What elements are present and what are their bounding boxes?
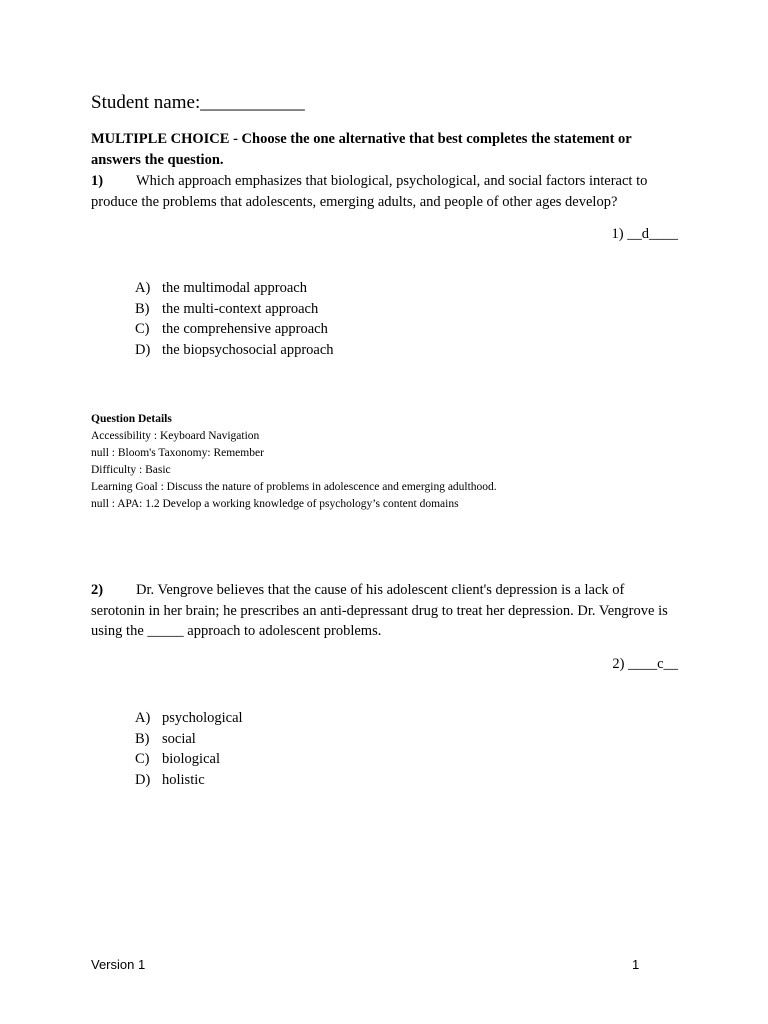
question-text: Dr. Vengrove believes that the cause of his adolescent client's depression is a lack of serotonin in her brain; he prescribes an anti-depressant drug to treat her depression. Dr. Vengrove is using the _____ approach to adolescent problems.: [91, 582, 668, 639]
option-letter: A): [135, 280, 151, 296]
answer-line-2: 2) ____c__: [612, 656, 678, 672]
options-list-1: [135, 278, 334, 360]
option-text: the biopsychosocial approach: [162, 341, 334, 358]
question-detail-line: Accessibility : Keyboard Navigation: [91, 430, 260, 442]
question-text: Which approach emphasizes that biological, psychological, and social factors interact to produce the problems that adolescents, emerging adults, and people of other ages develop?: [91, 173, 648, 210]
option-text: biological: [162, 751, 220, 767]
option-letter: D): [135, 341, 151, 358]
question-detail-line: null : Bloom's Taxonomy: Remember: [91, 447, 264, 459]
option-letter: B): [135, 730, 150, 747]
option-item: [135, 278, 334, 299]
question-number: 2): [91, 582, 104, 598]
option-text: social: [162, 730, 196, 747]
instructions: MULTIPLE CHOICE - Choose the one alternative that best completes the statement or answers the question.: [91, 131, 632, 168]
option-item: [135, 340, 334, 361]
footer-page-number: 1: [632, 957, 640, 972]
student-name-label: Student name:: [91, 92, 201, 113]
option-item: [135, 708, 243, 729]
question-1: [91, 171, 681, 212]
option-item: [135, 729, 243, 750]
option-letter: C): [135, 321, 150, 337]
option-item: [135, 749, 243, 770]
option-text: the comprehensive approach: [162, 321, 328, 337]
question-detail-line: Difficulty : Basic: [91, 464, 171, 476]
question-details: [91, 411, 497, 513]
question-2: [91, 580, 681, 642]
question-number: 1): [91, 173, 104, 189]
option-item: [135, 770, 243, 791]
option-item: [135, 299, 334, 320]
option-letter: D): [135, 771, 151, 788]
option-text: the multimodal approach: [162, 280, 307, 296]
option-item: [135, 319, 334, 340]
option-letter: A): [135, 710, 151, 726]
options-list-2: [135, 708, 243, 790]
option-text: the multi-context approach: [162, 300, 319, 317]
option-letter: B): [135, 300, 150, 317]
option-letter: C): [135, 751, 150, 767]
answer-line-1: 1) __d____: [611, 226, 678, 242]
footer-version: Version 1: [91, 957, 146, 972]
question-details-heading: Question Details: [91, 413, 172, 425]
student-name-line: [91, 92, 305, 114]
student-name-blank: ___________: [200, 92, 305, 113]
question-detail-line: Learning Goal : Discuss the nature of problems in adolescence and emerging adulthood.: [91, 481, 497, 493]
question-detail-line: null : APA: 1.2 Develop a working knowledge of psychology’s content domains: [91, 498, 459, 510]
option-text: psychological: [162, 710, 243, 726]
option-text: holistic: [162, 771, 205, 788]
